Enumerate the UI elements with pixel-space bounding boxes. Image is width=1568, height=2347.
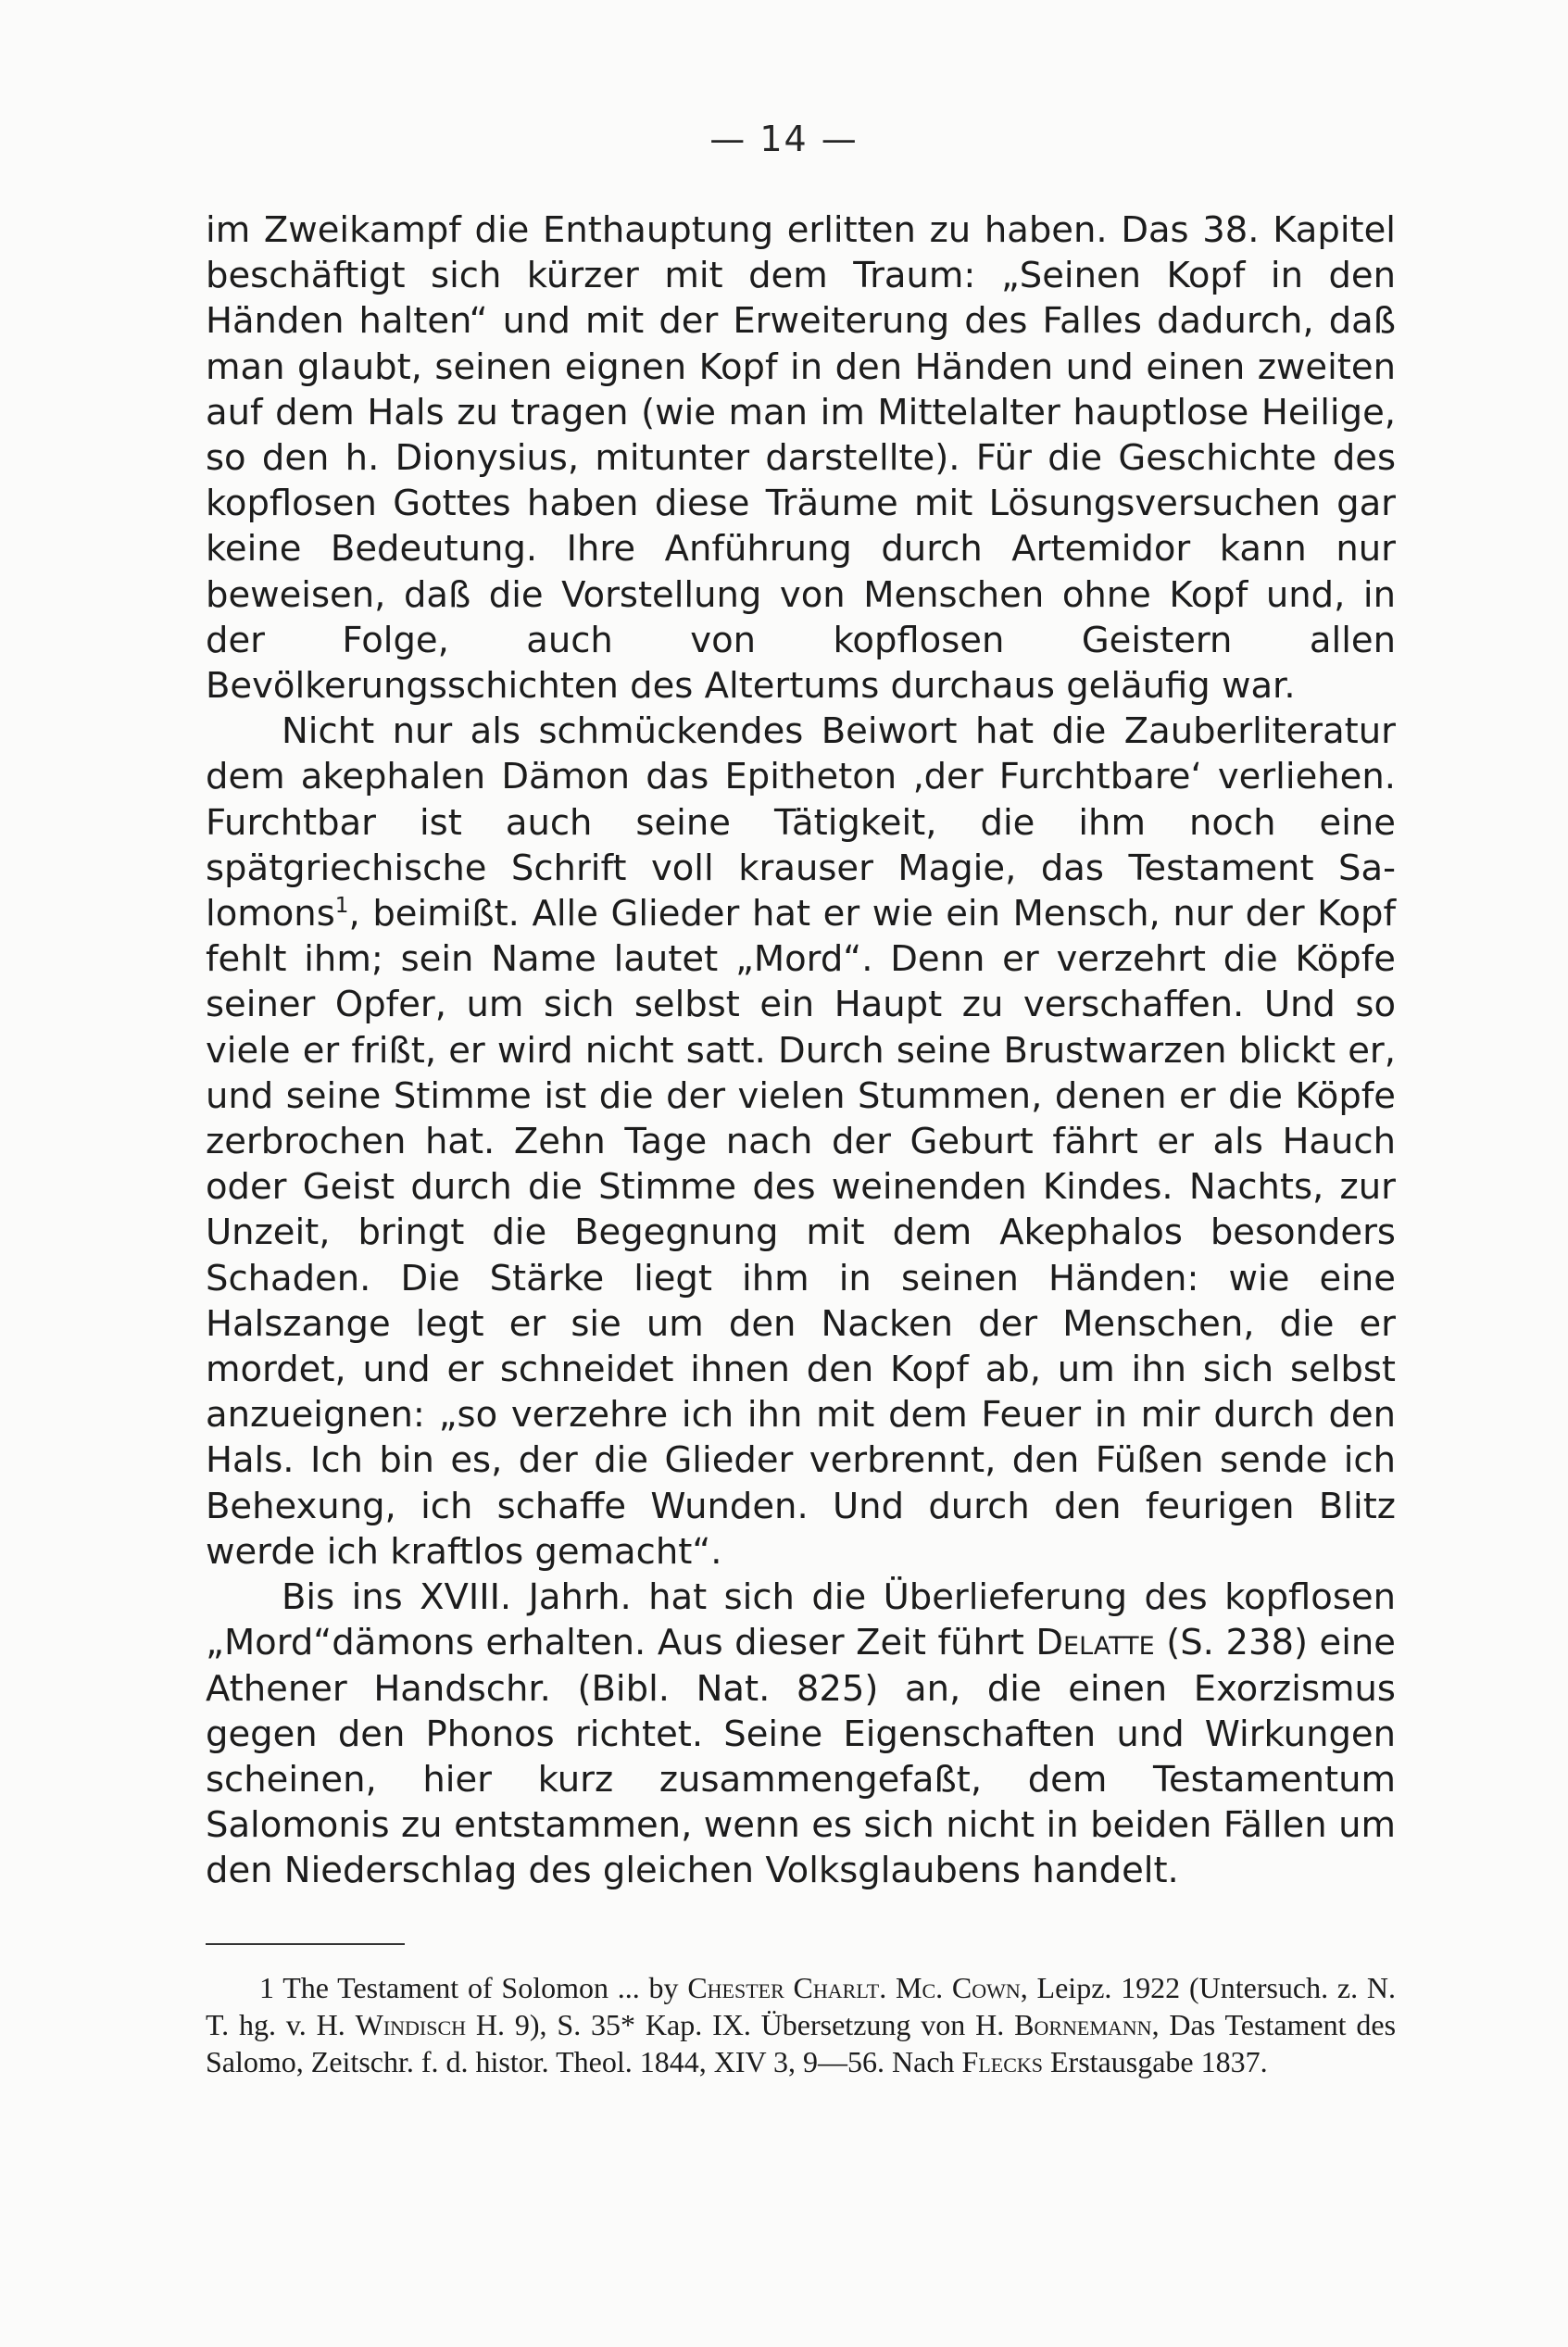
paragraph-1: im Zweikampf die Enthauptung erlitten zu haben. Das 38. Kapitel beschäftigt sich kürzer mit dem Traum: „Seinen Kopf in den Händen halten“ und mit der Erweiterung des Falles dadurch, daß man glaubt, seinen eignen Kopf in den Händen und einen zweiten auf dem Hals zu tragen (wie man im Mittelalter hauptlose Heilige, so den h. Dionysius, mitunter darstellte). Für die Geschichte des kopflosen Gottes haben diese Träume mit Lösungsversuchen gar keine Bedeutung. Ihre Anführung durch Artemidor kann nur beweisen, daß die Vorstellung von Menschen ohne Kopf und, in der Folge, auch von kopflosen Geistern allen Bevölkerungsschichten des Altertums durchaus geläufig war. xyxy=(206,209,1396,708)
paragraph-2 xyxy=(206,709,1396,1575)
footnotes xyxy=(206,1969,1396,2080)
footnote-author-name: Chester Charlt. Mc. Cown xyxy=(687,1971,1021,2004)
footnote-text: , Das Testament des Salomo, Zeitschr. f. d. histor. Theol. 1844, XIV 3, 9—56. Nach xyxy=(206,2008,1397,2078)
footnote-1 xyxy=(206,1969,1396,2080)
footnote-author-name: Bornemann xyxy=(1014,2008,1152,2041)
author-name-delatte: Delatte xyxy=(1035,1622,1155,1664)
footnote-text: The Testament of Solomon ... by xyxy=(274,1971,688,2004)
paragraph-3-start: Bis ins XVIII. Jahrh. hat sich die Überlieferung des kopflosen „Mord“dämons erhalten. Aus dieser Zeit führt xyxy=(206,1576,1396,1664)
footnote-author-name: Flecks xyxy=(961,2045,1043,2078)
footnote-text: H. 9), S. 35* Kap. IX. Übersetzung von H. xyxy=(466,2008,1015,2041)
footnote-separator xyxy=(206,1943,405,1945)
footnote-author-name: Windisch xyxy=(355,2008,467,2041)
footnote-text: , Leipz. 1922 (Untersuch. z. N. T. hg. v. H. xyxy=(206,1971,1397,2041)
footnote-reference: 1 xyxy=(334,894,349,919)
main-text xyxy=(206,207,1396,1894)
paragraph-3 xyxy=(206,1575,1396,1893)
page-number: — 14 — xyxy=(709,119,859,159)
paragraph-2-rest: , beimißt. Alle Glieder hat er wie ein Mensch, nur der Kopf fehlt ihm; sein Name lautet „Mord“. Denn er verzehrt die Köpfe seiner Opfer, um sich selbst ein Haupt zu verschaffen. Und so viele er frißt, er wird nicht satt. Durch seine Brustwarzen blickt er, und seine Stimme ist die der vielen Stummen, denen er die Köpfe zerbrochen hat. Zehn Tage nach der Geburt fährt er als Hauch oder Geist durch die Stimme des weinenden Kindes. Nachts, zur Unzeit, bringt die Begegnung mit dem Akephalos besonders Schaden. Die Stärke liegt ihm in seinen Händen: wie eine Halszange legt er sie um den Nacken der Menschen, die er mordet, und er schneidet ihnen den Kopf ab, um ihn sich selbst anzueignen: „so verzehre ich ihn mit dem Feuer in mir durch den Hals. Ich bin es, der die Glieder verbrennt, den Füßen sende ich Behexung, ich schaffe Wunden. Und durch den feurigen Blitz werde ich kraftlos gemacht“. xyxy=(206,893,1396,1573)
paragraph-2-start: Nicht nur als schmückendes Beiwort hat die Zauberliteratur dem akephalen Dämon das Epitheton ‚der Furchtbare‘ verliehen. Furchtbar ist auch seine Tätigkeit, die ihm noch eine spätgriechische Schrift voll krauser Magie, das Testament Salomons xyxy=(206,710,1396,935)
footnote-text: Erstausgabe 1837. xyxy=(1043,2045,1268,2078)
footnote-marker: 1 xyxy=(259,1971,274,2004)
paragraph-3-rest: (S. 238) eine Athener Handschr. (Bibl. Nat. 825) an, die einen Exorzismus gegen den Phonos richtet. Seine Eigenschaften und Wirkungen scheinen, hier kurz zusammengefaßt, dem Testamentum Salomonis zu entstammen, wenn es sich nicht in beiden Fällen um den Niederschlag des gleichen Volksglaubens handelt. xyxy=(206,1622,1396,1892)
